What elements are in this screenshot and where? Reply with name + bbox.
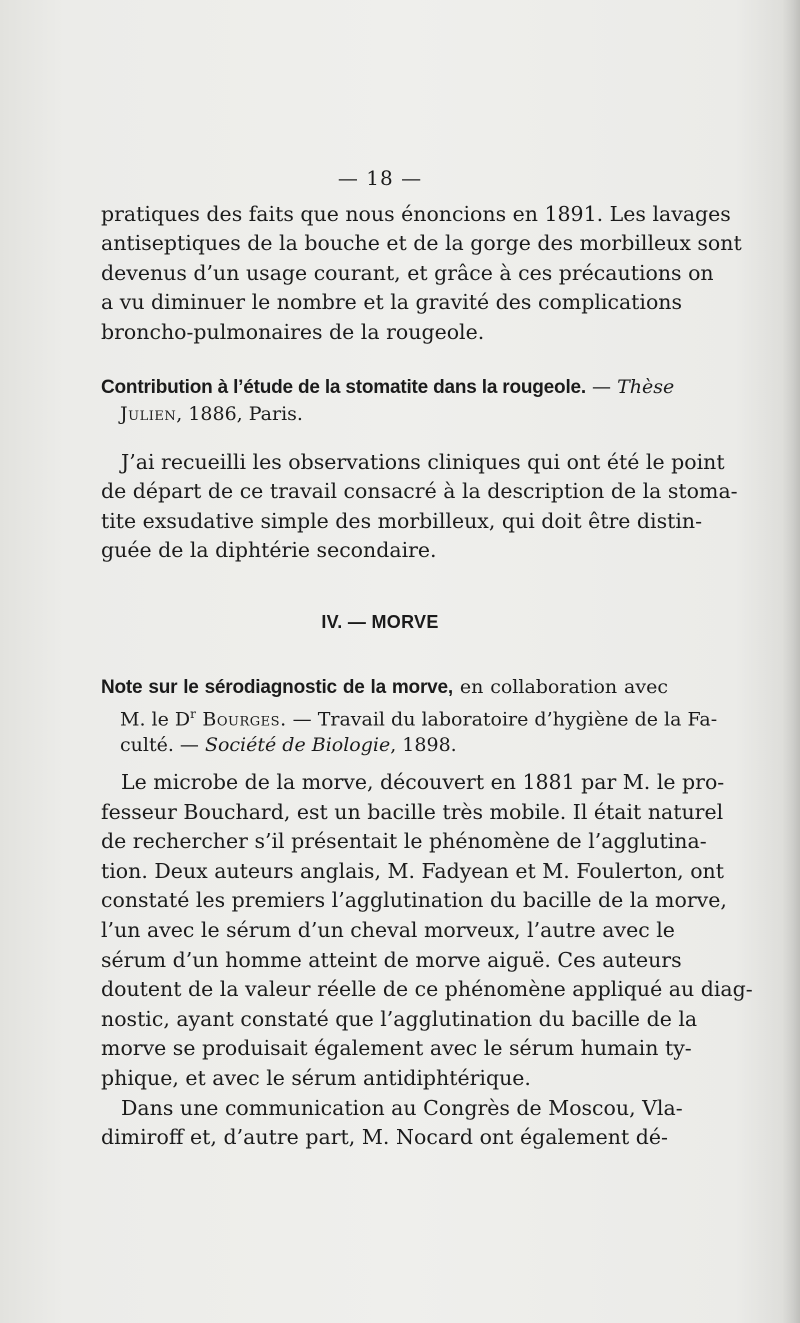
text-line: pratiques des faits que nous énoncions en 1891. Les lavages (101, 202, 731, 226)
paragraph-morve (101, 768, 753, 1094)
reference-line (101, 374, 675, 401)
reference-serodiagnostic (101, 674, 718, 758)
reference-line (101, 732, 668, 758)
reference-line (101, 401, 668, 427)
paragraph-continuation (101, 200, 742, 347)
text-line: de rechercher s’il présentait le phénomène de l’agglutina- (101, 829, 707, 854)
reference-author: Julien (120, 403, 177, 425)
text-line: sérum d’un homme atteint de morve aiguë. Ces auteurs (101, 947, 682, 972)
text-line: guée de la diphtérie secondaire. (101, 538, 437, 563)
reference-dash: — (585, 376, 618, 398)
text-line: a vu diminuer le nombre et la gravité des complications (101, 290, 683, 315)
text-line: phique, et avec le sérum antidiphtérique. (101, 1065, 531, 1090)
text-line: broncho-pulmonaires de la rougeole. (101, 319, 485, 344)
reference-details: en collaboration avec (452, 676, 668, 698)
text-line: J’ai recueilli les observations cliniques qui ont été le point (121, 450, 725, 474)
text-line: morve se produisait également avec le sérum humain ty- (101, 1036, 692, 1061)
page-number: — 18 — (337, 166, 423, 190)
page-edge-shadow (782, 0, 800, 1323)
text-line: tion. Deux auteurs anglais, M. Fadyean et M. Foulerton, ont (101, 858, 724, 883)
reference-details: , 1898. (390, 734, 457, 757)
reference-superscript: r (190, 707, 196, 721)
text-line: fesseur Bouchard, est un bacille très mobile. Il était naturel (101, 799, 724, 824)
text-line: Le microbe de la morve, découvert en 1881 par M. le pro- (121, 770, 725, 794)
text-line: antiseptiques de la bouche et de la gorge des morbilleux sont (101, 231, 742, 256)
text-line: l’un avec le sérum d’un cheval morveux, l’autre avec le (101, 917, 675, 942)
reference-author: Bourges. (195, 708, 287, 731)
paragraph-moscou (101, 1094, 683, 1153)
reference-line (101, 674, 668, 701)
text-line: Dans une communication au Congrès de Moscou, Vla- (121, 1096, 683, 1120)
text-line: dimiroff et, d’autre part, M. Nocard ont également dé- (101, 1125, 668, 1150)
reference-details: — Travail du laboratoire d’hygiène de la Fa- (286, 708, 718, 731)
section-heading-morve: IV. — MORVE (321, 612, 439, 632)
reference-title: Contribution à l’étude de la stomatite dans la rougeole. (101, 377, 586, 398)
reference-details: , 1886, Paris. (176, 403, 303, 425)
text-line: de départ de ce travail consacré à la description de la stoma- (101, 479, 738, 504)
reference-stomatite (101, 374, 675, 427)
reference-prefix: culté. — (120, 734, 205, 757)
text-line: constaté les premiers l’agglutination du bacille de la morve, (101, 888, 727, 913)
reference-line (101, 701, 718, 732)
reference-journal: Société de Biologie (204, 734, 391, 757)
text-line: tite exsudative simple des morbilleux, qui doit être distin- (101, 508, 703, 533)
reference-prefix: M. le D (120, 708, 191, 731)
reference-type: Thèse (617, 376, 675, 398)
text-line: doutent de la valeur réelle de ce phénomène appliqué au diag- (101, 977, 753, 1002)
paragraph-stomatite (101, 448, 738, 566)
reference-title: Note sur le sérodiagnostic de la morve, (101, 677, 453, 698)
text-line: nostic, ayant constaté que l’agglutination du bacille de la (101, 1006, 698, 1031)
text-line: devenus d’un usage courant, et grâce à ces précautions on (101, 260, 714, 285)
